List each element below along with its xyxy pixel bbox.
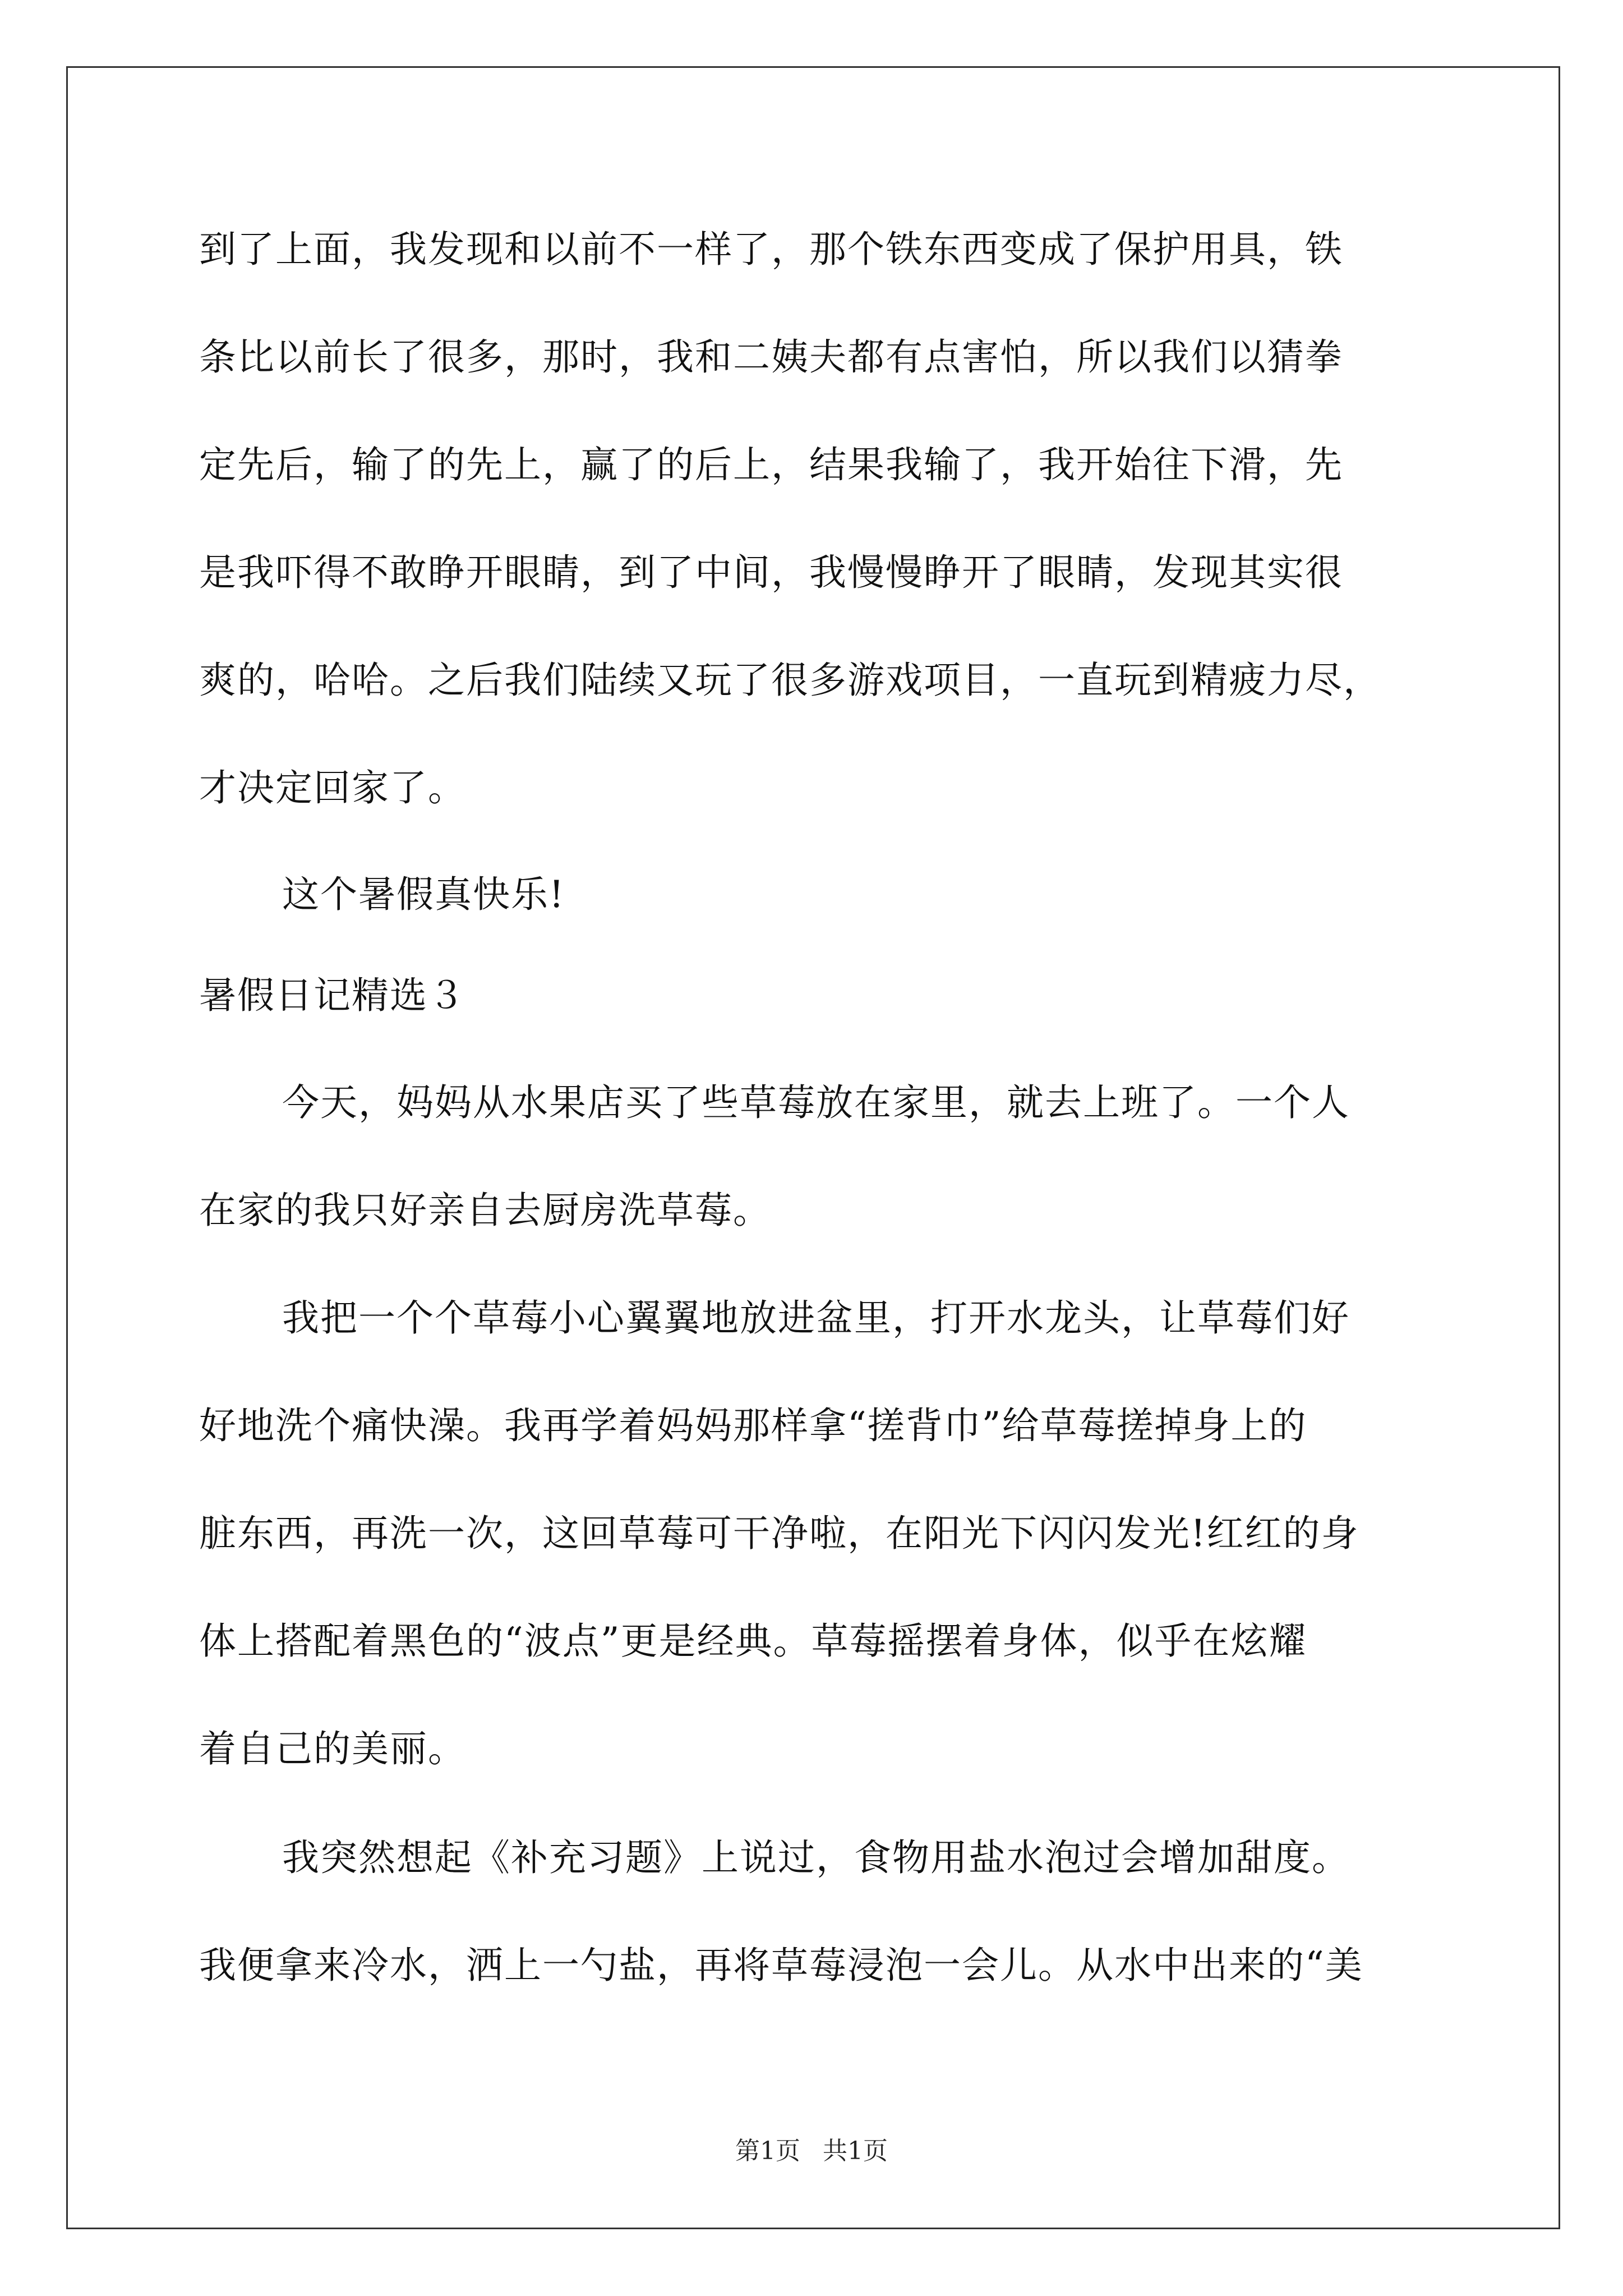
- body-line-11: 我把一个个草莓小心翼翼地放进盆里，打开水龙头，让草莓们好: [282, 1296, 1350, 1340]
- body-line-6: 才决定回家了。: [199, 766, 466, 809]
- body-line-5: 爽的，哈哈。之后我们陆续又玩了很多游戏项目，一直玩到精疲力尽，: [199, 659, 1381, 702]
- section-heading: 暑假日记精选３: [199, 974, 466, 1017]
- paragraph-closing: 这个暑假真快乐!: [282, 873, 565, 916]
- body-line-10: 在家的我只好亲自去厨房洗草莓。: [199, 1189, 771, 1232]
- body-line-12: 好地洗个痛快澡。我再学着妈妈那样拿“搓背巾”给草莓搓掉身上的: [199, 1404, 1307, 1447]
- body-line-2: 条比以前长了很多，那时，我和二姨夫都有点害怕，所以我们以猜拳: [199, 335, 1343, 379]
- body-line-1: 到了上面，我发现和以前不一样了，那个铁东西变成了保护用具，铁: [199, 228, 1343, 271]
- page-total: 共1页: [823, 2137, 888, 2165]
- body-line-3: 定先后，输了的先上，赢了的后上，结果我输了，我开始往下滑，先: [199, 443, 1343, 486]
- body-line-16: 我突然想起《补充习题》上说过，食物用盐水泡过会增加甜度。: [282, 1836, 1350, 1879]
- body-line-9: 今天，妈妈从水果店买了些草莓放在家里，就去上班了。一个人: [282, 1081, 1350, 1124]
- body-line-15: 着自己的美丽。: [199, 1727, 466, 1770]
- body-line-14: 体上搭配着黑色的“波点”更是经典。草莓摇摆着身体，似乎在炫耀: [199, 1619, 1307, 1663]
- body-line-13: 脏东西，再洗一次，这回草莓可干净啦，在阳光下闪闪发光!红红的身: [199, 1512, 1359, 1555]
- page-footer: [0, 2136, 1623, 2166]
- page-frame: [66, 66, 1560, 2229]
- body-line-17: 我便拿来冷水，洒上一勺盐，再将草莓浸泡一会儿。从水中出来的“美: [199, 1944, 1363, 1987]
- page-current: 第1页: [735, 2137, 800, 2165]
- body-line-4: 是我吓得不敢睁开眼睛，到了中间，我慢慢睁开了眼睛，发现其实很: [199, 551, 1343, 594]
